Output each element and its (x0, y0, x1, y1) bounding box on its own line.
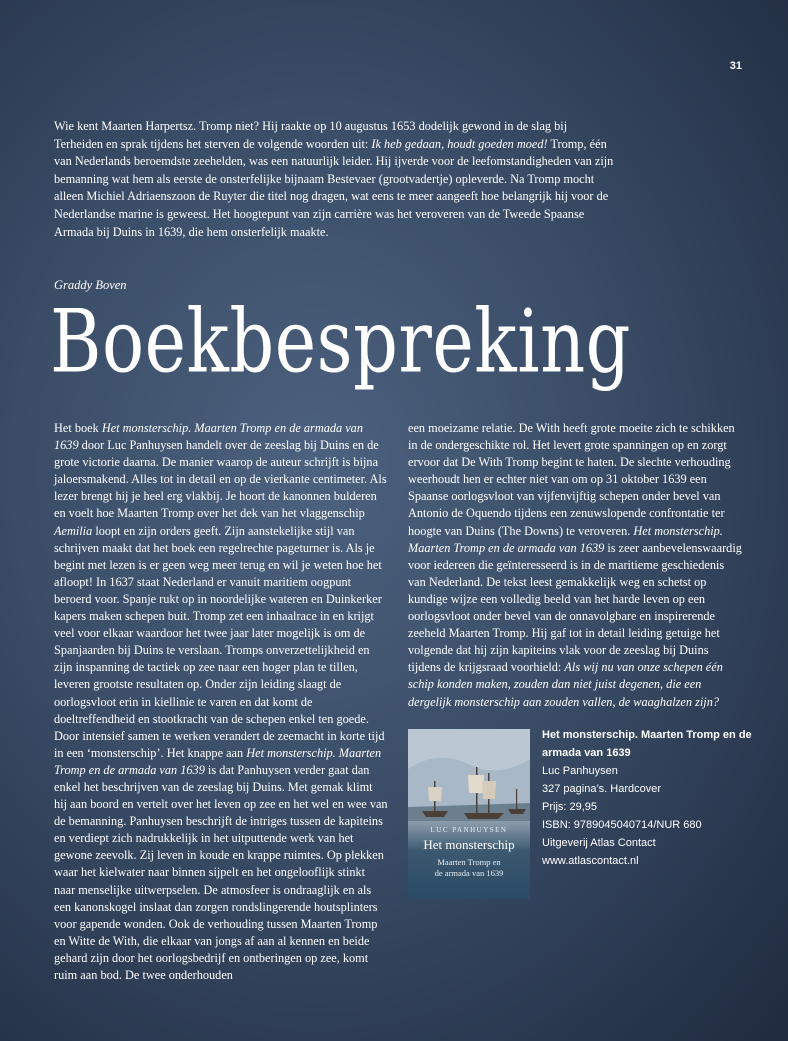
text-run: Het boek (54, 421, 102, 435)
cover-subtitle (408, 857, 530, 879)
text-run: is zeer aanbevelenswaardig voor iedereen die geïnteresseerd is in de maritieme geschiedenis van Nederland. De tekst leest gemakkelijk weg en schetst op kundige wijze een volledig beeld van het harde leven op een oorlogsvloot onder bevel van de onnavolgbare en inspirerende zeeheld Maarten Tromp. Hij gaf tot in detail leiding getuige het volgende dat hij zijn kapiteins vlak voor de zeeslag bij Duins tijdens de krijgsraad voorhield: (408, 540, 742, 675)
cover-title: Het monsterschip (423, 837, 515, 852)
italic-text-run: Aemilia (54, 523, 93, 538)
intro-paragraph (54, 118, 614, 241)
book-info-author: Luc Panhuysen (542, 765, 618, 777)
book-info-title: Het monsterschip. Maarten Tromp en de armada van 1639 (542, 729, 752, 759)
cover-author: LUC PANHUYSEN (430, 826, 508, 834)
text-run: door Luc Panhuysen handelt over de zeeslag bij Duins en de grote victorie daarna. De manier waarop de auteur schrijft is bijna jaloersmakend. Alles tot in detail en op de vierkante centimeter. Als lezer brengt hij je heel erg vlakbij. Je hoort de kanonnen bulderen en voelt hoe Maarten Tromp over het dek van het vlaggenschip (54, 438, 387, 521)
text-run: loopt en zijn orders geeft. Zijn aanstekelijke stijl van schrijven maakt dat het boek een regelrechte pageturner is. Als je begint met lezen is er geen weg meer terug en wil je weten hoe het afloopt! In 1637 staat Nederland er vanuit maritiem oogpunt beroerd voor. Spanje rukt op in noordelijke wateren en Duinkerker kapers maken schepen buit. Tromp zet een inhaalrace in en krijgt veel voor elkaar waardoor het twee jaar later mogelijk is om de Spanjaarden bij Duins te verslaan. Tromps onverzettelijkheid en zijn inspanning de tactiek op zee naar een hoger plan te tillen, leveren grootste resultaten op. Onder zijn leiding slaagt de oorlogsvloot erin in kiellinie te varen en dat komt de doeltreffendheid en stootkracht van de schepen enkel ten goede. Door intensief samen te werken verandert de zeemacht in korte tijd in een ‘monsterschip’. Het knappe aan (54, 523, 385, 760)
book-info-pages: 327 pagina’s. Hardcover (542, 783, 662, 795)
cover-subtitle-line: Maarten Tromp en (437, 857, 501, 867)
book-cover-image (408, 729, 530, 899)
italic-text-run: Als wij nu van onze schepen één schip konden maken, zouden dan niet juist degenen, die een dergelijk monsterschip aan zouden vallen, de waaghalzen zijn? (408, 660, 723, 709)
cover-subtitle-line: de armada van 1639 (434, 868, 504, 878)
book-info-website[interactable]: www.atlascontact.nl (542, 855, 639, 867)
book-info-isbn: ISBN: 9789045040714/NUR 680 (542, 819, 702, 831)
italic-text-run: Het monsterschip. Maarten Tromp en de armada van 1639 (54, 745, 382, 777)
text-run: Tromp, één van Nederlands beroemdste zeehelden, was een natuurlijk leider. Hij ijverde voor de leefomstandigheden van zijn bemanning wat hem als eerste de onsterfelijke bijnaam Bestevaer (grootvadertje) opleverde. Na Tromp mocht alleen Michiel Adriaenszoon de Ruyter die titel nog dragen, wat eens te meer aangeeft hoe belangrijk hij voor de Nederlandse marine is geweest. Het hoogtepunt van zijn carrière was het veroveren van de Tweede Spaanse Armada bij Duins in 1639, die hem onsterfelijk maakte. (54, 136, 614, 239)
italic-text-run: Het monsterschip. Maarten Tromp en de armada van 1639 (408, 523, 723, 555)
article-title: Boekbespreking (50, 290, 631, 393)
page-number: 31 (729, 60, 742, 72)
author-name: Graddy Boven (54, 278, 127, 292)
book-info (542, 726, 752, 870)
italic-text-run: Ik heb gedaan, houdt goeden moed! (371, 136, 548, 151)
text-run: is dat Panhuysen verder gaat dan enkel het beschrijven van de zeeslag bij Duins. Met gemak klimt hij aan boord en vertelt over het leven op zee en het wel en wee van de bemanning. Panhuysen beschrijft de intriges tussen de kapiteins en verdiept zich nadrukkelijk in het uitputtende werk van het gewone zeevolk. Zij leven in koude en krappe ruimtes. Op plekken waar het kielwater naar binnen sijpelt en het ongelooflijk stinkt naar menselijke uitwerpselen. De atmosfeer is ondraaglijk en als een kanonskogel inslaat dan zorgen rondslingerende houtsplinters voor gapende wonden. Ook de verhouding tussen Maarten Tromp en Witte de With, die elkaar van jongs af aan al kennen en beide gehard zijn door het oorlogsbedrijf en ontberingen op zee, komt ruim aan bod. De twee onderhouden (54, 762, 388, 982)
book-info-publisher: Uitgeverij Atlas Contact (542, 837, 656, 849)
text-run: Wie kent Maarten Harpertsz. Tromp niet? Hij raakte op 10 augustus 1653 dodelijk gewond in de slag bij Terheiden en sprak tijdens het sterven de volgende woorden uit: (54, 119, 568, 151)
text-run: een moeizame relatie. De With heeft grote moeite zich te schikken in de ondergeschikte rol. Het levert grote spanningen op en zorgt ervoor dat De With Tromp begint te haten. De slechte verhouding weerhoudt hen er echter niet van om op 31 oktober 1639 een Spaanse oorlogsvloot van vijfenvijftig schepen onder bevel van Antonio de Oquendo tijdens een zenuwslopende confrontatie ter hoogte van Duins (The Downs) te veroveren. (408, 421, 735, 538)
book-info-price: Prijs: 29,95 (542, 801, 598, 813)
italic-text-run: Het monsterschip. Maarten Tromp en de armada van 1639 (54, 421, 363, 453)
article-column-right (408, 420, 742, 711)
article-column-left (54, 420, 388, 984)
